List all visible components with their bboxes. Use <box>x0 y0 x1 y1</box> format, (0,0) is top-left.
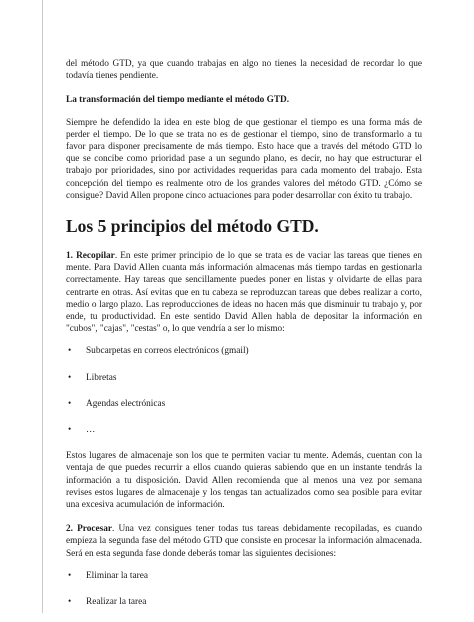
step1-label: 1. Recopilar <box>66 251 115 262</box>
bullet-icon: • <box>68 425 72 436</box>
step2-label: 2. Procesar <box>66 524 113 535</box>
list-item <box>66 398 422 410</box>
list-item <box>66 345 422 357</box>
transform-paragraph: Siempre he defendido la idea en este blog de que gestionar el tiempo es una forma más de perder el tiempo. De lo que se trata no es de gestionar el tiempo, sino de transformarlo a tu favor para disponer precisamente de más tiempo. Esto hace que a través del método GTD lo que se concibe como prioridad pase a un segundo plano, es decir, no hay que estructurar el trabajo por prioridades, sino por actividades requeridas para cada momento del trabajo. Esta concepción del tiempo es realmente otro de los grandes valores del método GTD. ¿Cómo se consigue? David Allen propone cinco actuaciones para poder desarrollar con éxito tu trabajo. <box>66 117 422 201</box>
margin-line <box>42 0 43 613</box>
intro-paragraph: del método GTD, ya que cuando trabajas en algo no tienes la necesidad de recordar lo que todavía tienes pendiente. <box>66 59 422 82</box>
step2-paragraph <box>66 523 422 560</box>
section-title: Los 5 principios del método GTD. <box>66 216 319 237</box>
page-content <box>66 58 422 622</box>
step1-text: . En este primer principio de lo que se trata es de vaciar las tareas que tienes en mente. Para David Allen cuanta más información almacenas más tiempo tardas en gestionarla correctamente. Hay tareas que sencillamente puedes poner en listas y olvidarte de ellas para centrarte en otras. Así evitas que en tu cabeza se reproduzcan tareas que debes realizar a corto, medio o largo plazo. Las reproducciones de ideas no hacen más que disminuir tu trabajo y, por ende, tu productividad. En este sentido David Allen habla de depositar la información en "cubos", "cajas", "cestas" o, lo que vendría a ser lo mismo: <box>66 251 422 335</box>
after-list-paragraph: Estos lugares de almacenaje son los que te permiten vaciar tu mente. Además, cuentan con la ventaja de que puedes recurrir a ellos cuando quieras sabiendo que en un instante tendrás la información a tu disposición. David Allen recomienda que al menos una vez por semana revises estos lugares de almacenaje y los tengas tan actualizados como sea posible para evitar una excesiva acumulación de información. <box>66 451 422 511</box>
list-item-text: Libretas <box>86 372 117 383</box>
transform-heading: La transformación del tiempo mediante el método GTD. <box>66 95 290 106</box>
list-item-text: Subcarpetas en correos electrónicos (gmail) <box>86 346 249 357</box>
bullet-icon: • <box>68 570 72 581</box>
step1-paragraph <box>66 250 422 335</box>
bullet-icon: • <box>68 346 72 357</box>
list-item-text: Realizar la tarea <box>86 597 147 608</box>
bullet-icon: • <box>68 597 72 608</box>
list-item <box>66 424 422 436</box>
bullet-icon: • <box>68 398 72 409</box>
list-item-text: Eliminar la tarea <box>86 570 148 581</box>
list-item <box>66 372 422 384</box>
step2-text: . Una vez consigues tener todas tus tareas debidamente recopiladas, es cuando empieza la segunda fase del método GTD que consiste en procesar la información almacenada. Será en esta segunda fase donde deberás tomar las siguientes decisiones: <box>66 524 422 559</box>
list-item <box>66 596 422 608</box>
decisions-list <box>66 570 422 608</box>
list-item-text: … <box>86 425 96 436</box>
list-item-text: Agendas electrónicas <box>86 398 166 409</box>
storage-list <box>66 345 422 436</box>
bullet-icon: • <box>68 372 72 383</box>
list-item <box>66 570 422 582</box>
